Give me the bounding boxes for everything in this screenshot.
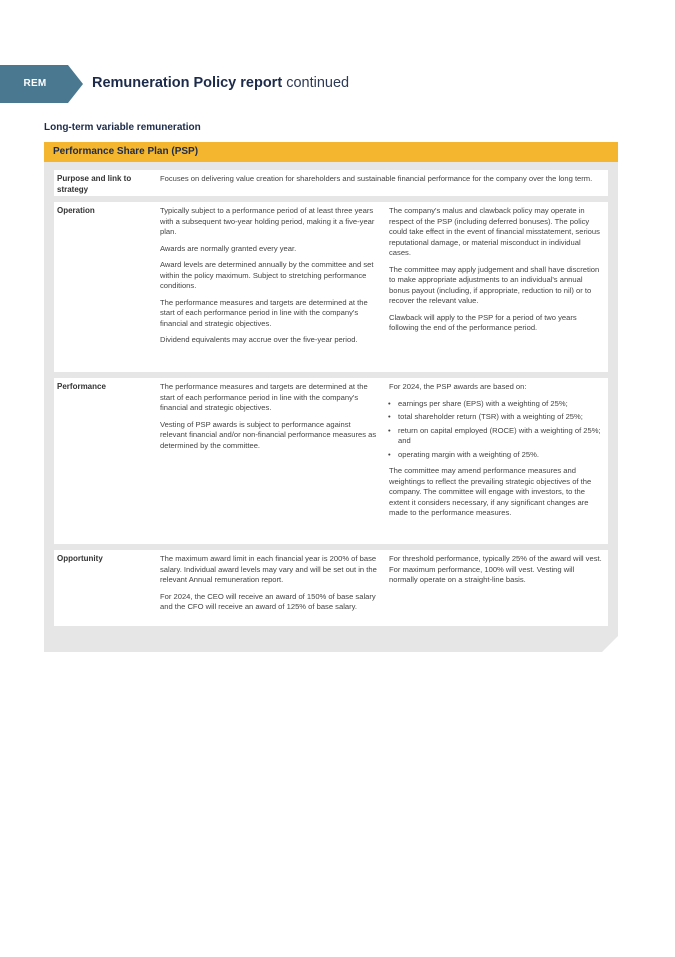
section-heading: Long-term variable remuneration [44,122,201,133]
paragraph: For threshold performance, typically 25% of the award will vest. For maximum performance, 100% will vest. Vesting will normally operate on a straight-line basis. [389,554,602,584]
paragraph: The committee may amend performance measures and weightings to reflect the prevailing strategic objectives of the company. The committee will engage with investors, to the extent it considers necessary, if any significant changes are made to the performance measures. [389,466,592,517]
row-performance [54,378,608,544]
list-item: • operating margin with a weighting of 25%. [389,450,603,461]
page-title-continued: continued [286,75,350,91]
row-purpose [54,170,608,196]
row-text: Focuses on delivering value creation for shareholders and sustainable financial performance for the company over the long term. [160,174,593,183]
paragraph: Vesting of PSP awards is subject to performance against relevant financial and/or non-financial performance measures as determined by the committee. [160,419,377,450]
measure-list [389,399,603,461]
operation-col2 [389,206,603,340]
performance-col1 [160,382,378,457]
paragraph: Dividend equivalents may accrue over the five-year period. [160,335,358,344]
opportunity-col1 [160,554,378,619]
panel-header [44,142,618,162]
row-opportunity [54,550,608,626]
section-tab-label: REM [23,78,47,89]
row-label: Purpose and link to strategy [57,174,132,194]
paragraph: Clawback will apply to the PSP for a period of two years following the end of the performance period. [389,312,577,332]
page-title-main: Remuneration Policy report [92,75,283,91]
performance-col2 [389,382,603,525]
paragraph: For 2024, the PSP awards are based on: [389,382,527,391]
panel-title: Performance Share Plan (PSP) [53,146,199,157]
opportunity-col2 [389,554,603,592]
paragraph: Awards are normally granted every year. [160,243,297,253]
row-label: Opportunity [57,554,103,563]
list-item: • earnings per share (EPS) with a weighting of 25%; [389,399,603,410]
paragraph: The maximum award limit in each financial year is 200% of base salary. Individual award levels may vary and will be set out in the relevant Annual remuneration report. [160,554,377,584]
paragraph: The committee may apply judgement and shall have discretion to make appropriate adjustments to an individual's annual bonus payout (including, if appropriate, reduction to nil) or to recover the relevant value. [389,264,600,305]
row-label: Performance [57,382,106,391]
paragraph: Award levels are determined annually by the committee and set within the policy maximum. Subject to stretching performance conditions. [160,260,374,290]
operation-col1 [160,206,378,352]
list-item: • total shareholder return (TSR) with a weighting of 25%; [389,412,603,423]
list-item: • return on capital employed (ROCE) with a weighting of 25%; and [389,426,603,447]
psp-panel [44,142,618,652]
row-label: Operation [57,206,95,215]
paragraph: The company's malus and clawback policy may operate in respect of the PSP (including deferred bonuses). The policy could take effect in the event of financial misstatement, serious reputational damage, or material misconduct in individual cases. [389,206,600,257]
row-operation [54,202,608,372]
paragraph: For 2024, the CEO will receive an award of 150% of base salary and the CFO will receive an award of 125% of base salary. [160,591,376,611]
paragraph: Typically subject to a performance period of at least three years with a subsequent two-year holding period, making it a five-year plan. [160,206,375,236]
paragraph: The performance measures and targets are determined at the start of each performance period in line with the company's financial and strategic objectives. [160,297,368,328]
paragraph: The performance measures and targets are determined at the start of each performance period in line with the company's financial and strategic objectives. [160,382,368,412]
page-title [92,75,349,91]
